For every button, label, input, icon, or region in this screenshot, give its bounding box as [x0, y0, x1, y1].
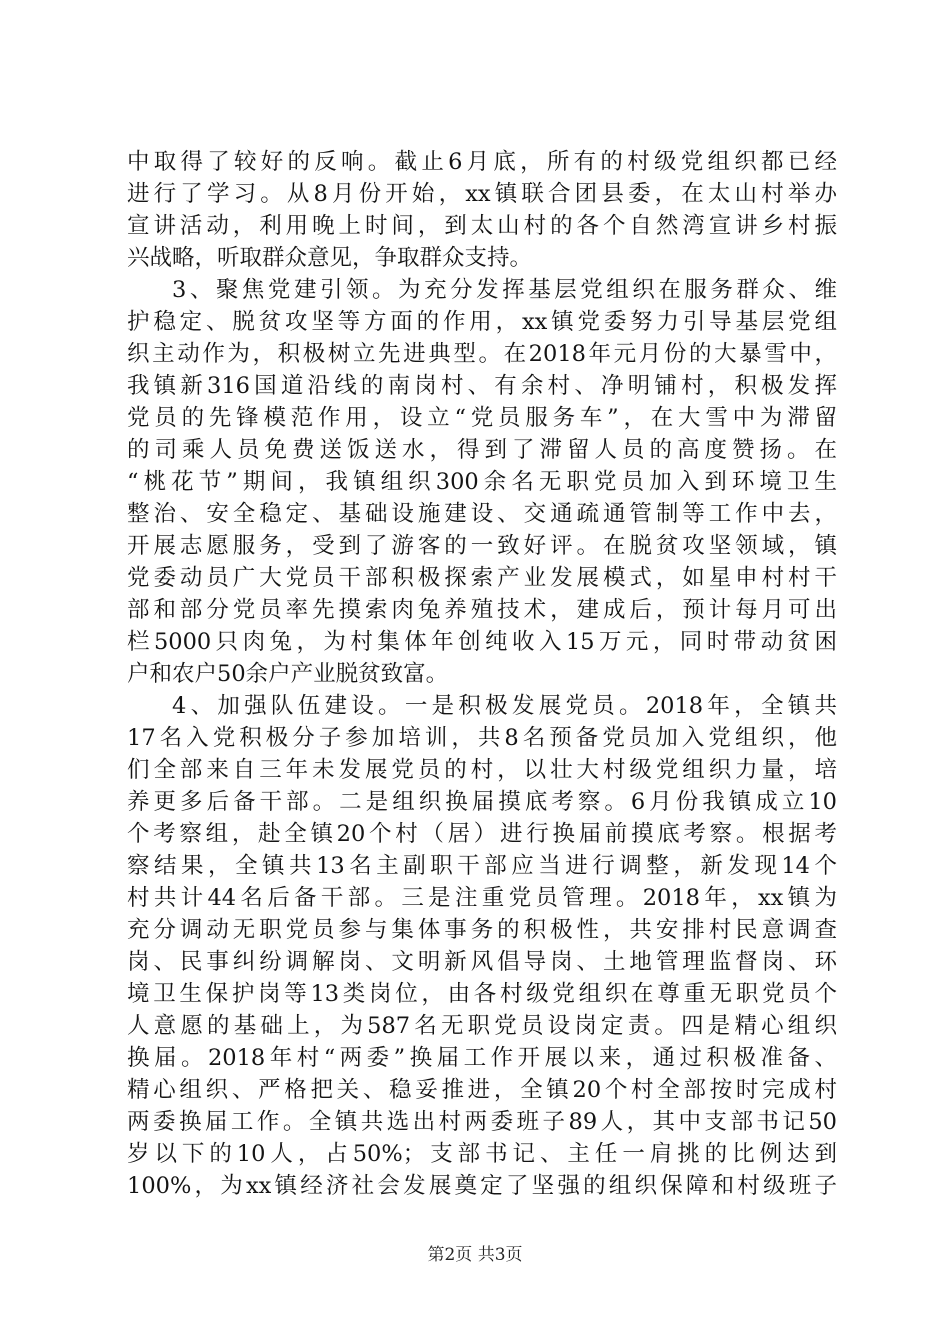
text-line: 党委动员广大党员干部积极探索产业发展模式，如星申村村干	[127, 565, 837, 591]
text-line: 4、加强队伍建设。一是积极发展党员。2018年，全镇共	[172, 693, 837, 719]
text-line: 村共计44名后备干部。三是注重党员管理。2018年，xx镇为	[127, 885, 837, 911]
text-line: 中取得了较好的反响。截止6月底，所有的村级党组织都已经	[127, 149, 837, 175]
text-line: 岗、民事纠纷调解岗、文明新风倡导岗、土地管理监督岗、环	[127, 949, 837, 975]
text-line: 100%，为xx镇经济社会发展奠定了坚强的组织保障和村级班子	[127, 1173, 837, 1199]
text-line: 3、聚焦党建引领。为充分发挥基层党组织在服务群众、维	[172, 277, 837, 303]
text-line: 境卫生保护岗等13类岗位，由各村级党组织在尊重无职党员个	[127, 981, 837, 1007]
text-line: 们全部来自三年未发展党员的村，以壮大村级党组织力量，培	[127, 757, 837, 783]
text-line: 整治、安全稳定、基础设施建设、交通疏通管制等工作中去，	[127, 501, 837, 527]
text-line: 察结果，全镇共13名主副职干部应当进行调整，新发现14个	[127, 853, 837, 879]
page-footer: 第2页 共3页	[427, 1245, 523, 1265]
text-line: 部和部分党员率先摸索肉兔养殖技术，建成后，预计每月可出	[127, 597, 837, 623]
text-line: 个考察组，赴全镇20个村（居）进行换届前摸底考察。根据考	[127, 821, 837, 847]
text-line: 的司乘人员免费送饭送水，得到了滞留人员的高度赞扬。在	[127, 437, 837, 463]
text-line: 进行了学习。从8月份开始，xx镇联合团县委，在太山村举办	[127, 181, 837, 207]
text-line: 宣讲活动，利用晚上时间，到太山村的各个自然湾宣讲乡村振	[127, 213, 837, 239]
text-line: 织主动作为，积极树立先进典型。在2018年元月份的大暴雪中，	[127, 341, 837, 367]
text-line: 栏5000只肉兔，为村集体年创纯收入15万元，同时带动贫困	[127, 629, 837, 655]
text-line: 换届。2018年村“两委”换届工作开展以来，通过积极准备、	[127, 1045, 837, 1071]
text-line: 户和农户50余户产业脱贫致富。	[127, 661, 449, 687]
text-line: 养更多后备干部。二是组织换届摸底考察。6月份我镇成立10	[127, 789, 837, 815]
text-line: 两委换届工作。全镇共选出村两委班子89人，其中支部书记50	[127, 1109, 837, 1135]
text-line: 护稳定、脱贫攻坚等方面的作用，xx镇党委努力引导基层党组	[127, 309, 837, 335]
text-line: “桃花节”期间，我镇组织300余名无职党员加入到环境卫生	[127, 469, 837, 495]
text-line: 岁以下的10人，占50%；支部书记、主任一肩挑的比例达到	[127, 1141, 837, 1167]
text-line: 人意愿的基础上，为587名无职党员设岗定责。四是精心组织	[127, 1013, 837, 1039]
text-line: 党员的先锋模范作用，设立“党员服务车”，在大雪中为滞留	[127, 405, 837, 431]
text-line: 我镇新316国道沿线的南岗村、有余村、净明铺村，积极发挥	[127, 373, 837, 399]
text-line: 17名入党积极分子参加培训，共8名预备党员加入党组织，他	[127, 725, 837, 751]
text-line: 充分调动无职党员参与集体事务的积极性，共安排村民意调查	[127, 917, 837, 943]
text-line: 开展志愿服务，受到了游客的一致好评。在脱贫攻坚领域，镇	[127, 533, 837, 559]
body-text	[127, 146, 837, 1202]
text-line: 精心组织、严格把关、稳妥推进，全镇20个村全部按时完成村	[127, 1077, 837, 1103]
text-line: 兴战略，听取群众意见，争取群众支持。	[127, 245, 533, 271]
